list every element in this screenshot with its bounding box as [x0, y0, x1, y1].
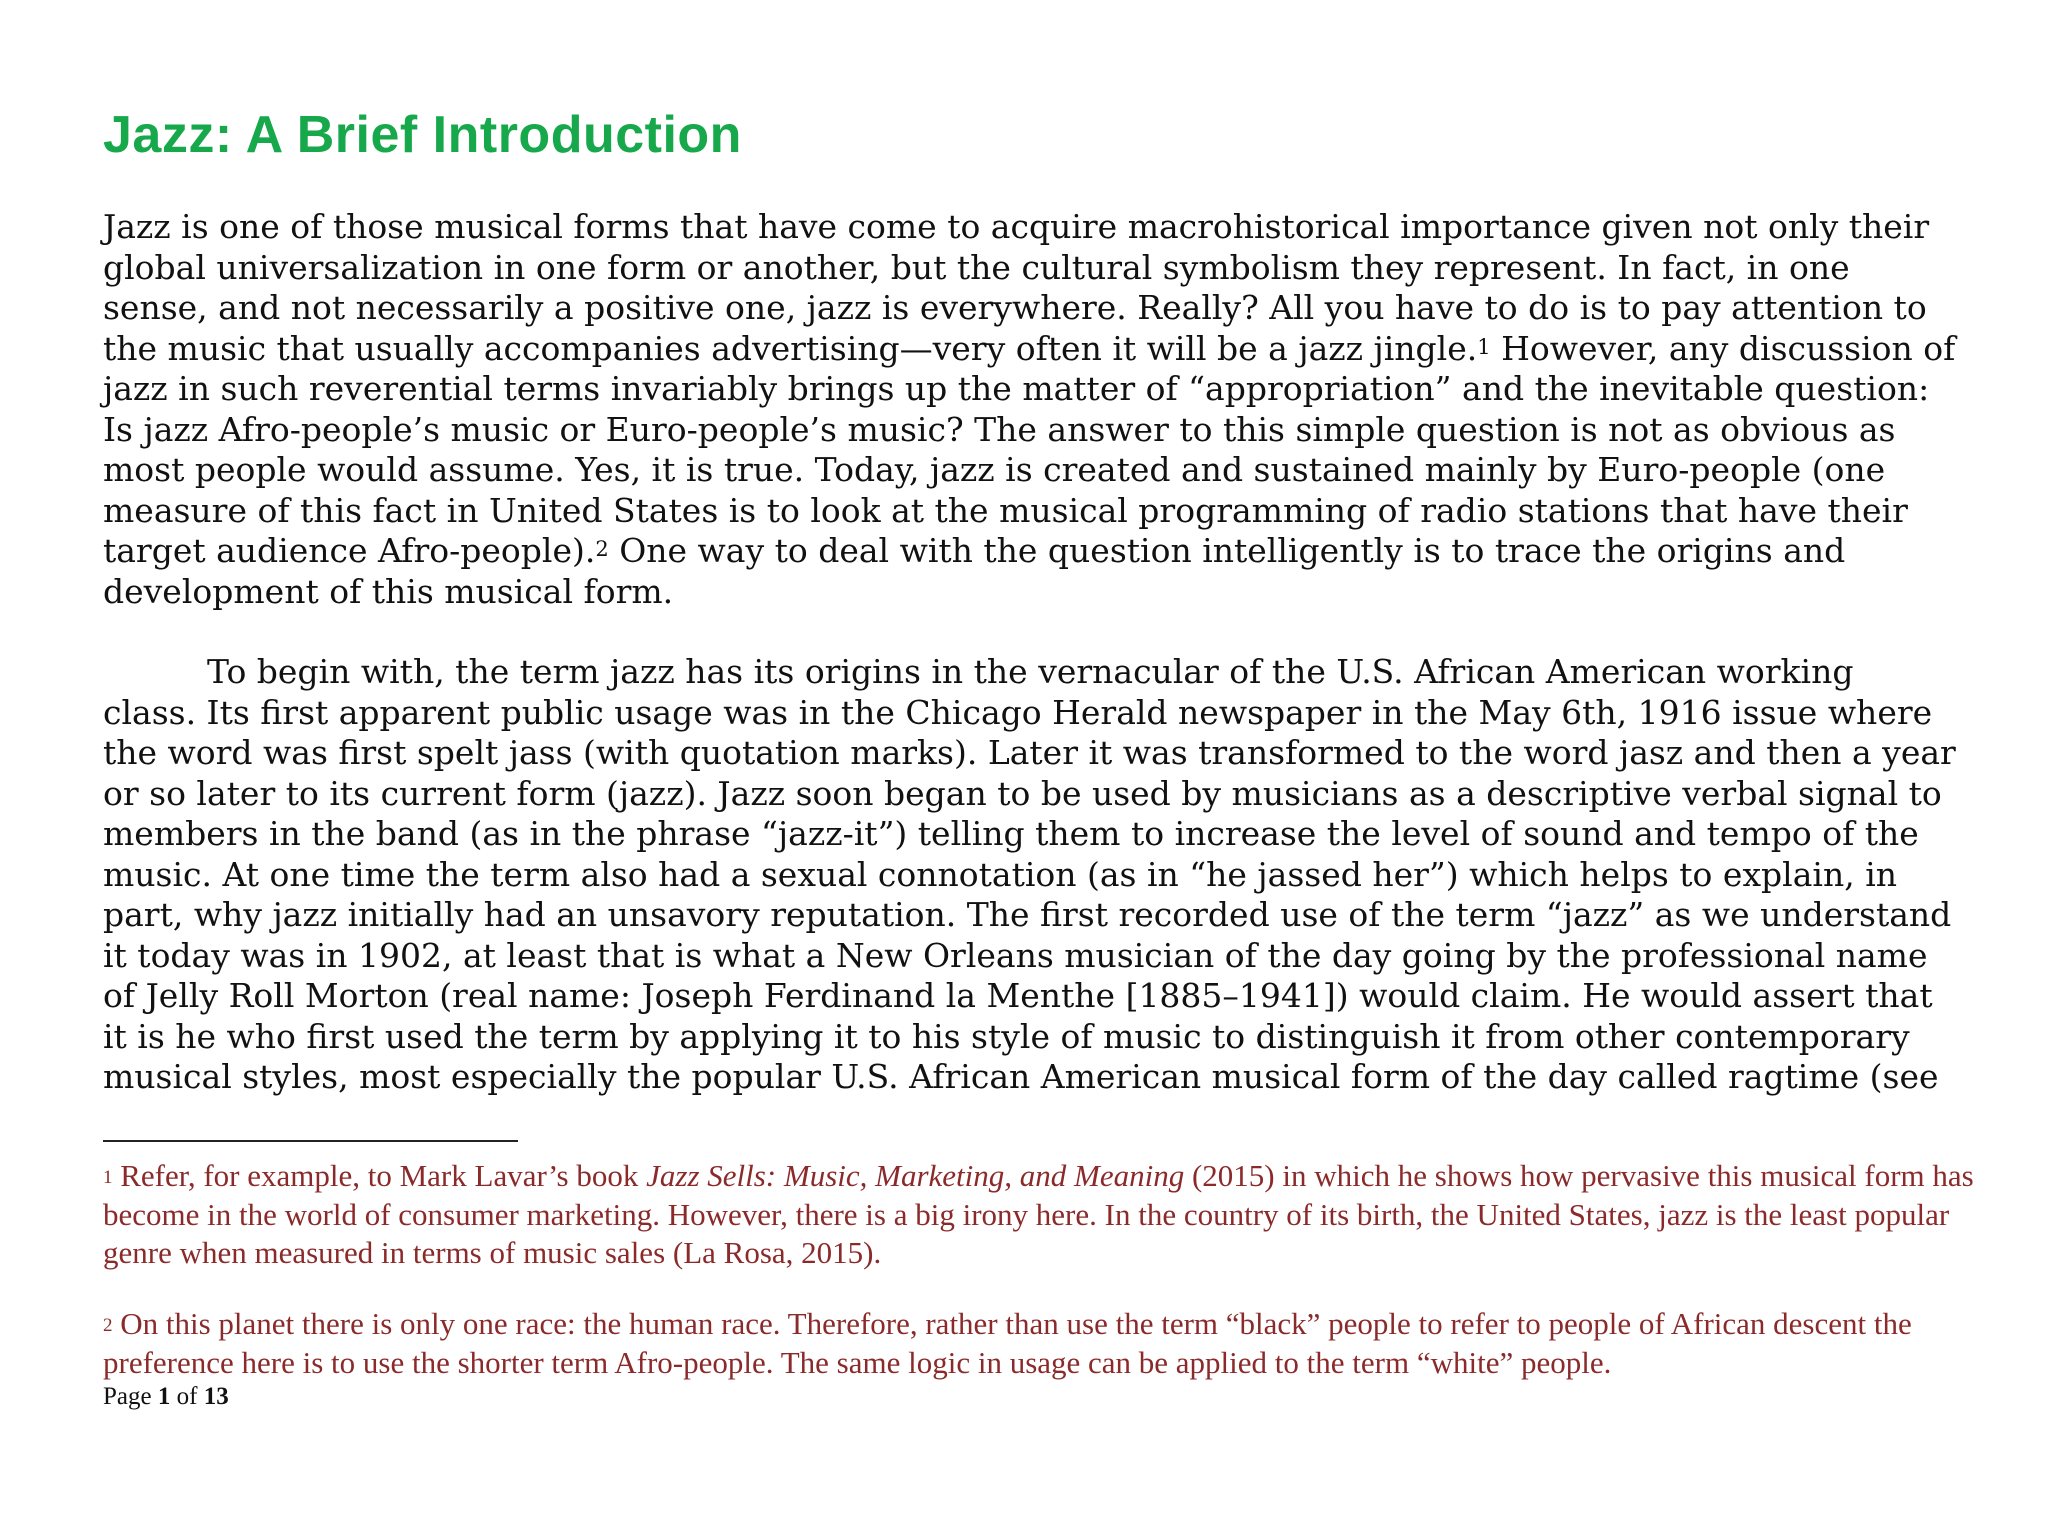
- paragraph-line: To begin with, the term jazz has its origins in the vernacular of the U.S. African American working: [207, 652, 1854, 691]
- paragraph-line: Is jazz Afro-people’s music or Euro-people’s music? The answer to this simple question is not as obvious as: [103, 409, 1896, 449]
- paragraph-line: music. At one time the term also had a sexual connotation (as in “he jassed her”) which helps to explain, in: [103, 854, 1898, 894]
- footnote-text: On this planet there is only one race: the human race. Therefore, rather than use the term “black” people to refer to people of African descent the: [112, 1306, 1912, 1341]
- line-text: target audience Afro-people).: [103, 531, 596, 570]
- footnote-line: preference here is to use the shorter term Afro-people. The same logic in usage can be applied to the term “white” people.: [103, 1344, 1612, 1380]
- page-title: Jazz: A Brief Introduction: [103, 106, 742, 164]
- page-separator: of: [170, 1383, 204, 1410]
- paragraph-line: the word was first spelt jass (with quotation marks). Later it was transformed to the word jasz and then a year: [103, 733, 1956, 772]
- page-prefix: Page: [103, 1383, 158, 1410]
- page-number: [103, 1380, 229, 1414]
- paragraph-line: of Jelly Roll Morton (real name: Joseph Ferdinand la Menthe [1885–1941]) would claim. He would assert that: [103, 976, 1933, 1015]
- footnote-separator: [103, 1140, 518, 1142]
- paragraph-line: development of this musical form.: [103, 571, 674, 611]
- paragraph-1: [103, 207, 1983, 612]
- footnote-line: [103, 1305, 1983, 1344]
- paragraph-line: [103, 531, 1983, 572]
- paragraph-line: measure of this fact in United States is to look at the musical programming of radio stations that have their: [103, 490, 1908, 530]
- paragraph-line: sense, and not necessarily a positive one, jazz is everywhere. Really? All you have to do is to pay attention to: [103, 288, 1927, 327]
- paragraph-2: [103, 652, 1983, 1098]
- paragraph-line: global universalization in one form or another, but the cultural symbolism they represent. In fact, in one: [103, 247, 1850, 287]
- line-text: One way to deal with the question intelligently is to trace the origins and: [608, 531, 1846, 570]
- paragraph-line: or so later to its current form (jazz). Jazz soon began to be used by musicians as a descriptive verbal signal to: [103, 773, 1942, 813]
- paragraph-line: Jazz is one of those musical forms that have come to acquire macrohistorical importance given not only their: [103, 207, 1930, 246]
- footnote-line: [103, 1157, 1983, 1196]
- footnote-marker: 1: [103, 1167, 113, 1188]
- footnote-line: genre when measured in terms of music sales (La Rosa, 2015).: [103, 1235, 882, 1270]
- footnote-reference-1[interactable]: 1: [1477, 334, 1491, 359]
- paragraph-line: musical styles, most especially the popular U.S. African American musical form of the day called ragtime (see: [103, 1057, 1939, 1096]
- current-page: 1: [157, 1383, 171, 1410]
- paragraph-line: members in the band (as in the phrase “jazz-it”) telling them to increase the level of sound and tempo of the: [103, 814, 1919, 853]
- footnote-reference-2[interactable]: 2: [595, 537, 609, 561]
- total-pages: 13: [203, 1383, 229, 1410]
- paragraph-line: jazz in such reverential terms invariably brings up the matter of “appropriation” and the inevitable question:: [103, 369, 1930, 408]
- paragraph-line: it today was in 1902, at least that is what a New Orleans musician of the day going by the professional name: [103, 935, 1928, 975]
- footnote-line: become in the world of consumer marketing. However, there is a big irony here. In the country of its birth, the United States, jazz is the least popular: [103, 1196, 1950, 1232]
- line-text: However, any discussion of: [1490, 328, 1956, 368]
- book-title: Jazz Sells: Music, Marketing, and Meaning: [646, 1158, 1185, 1193]
- footnote-marker: 2: [103, 1315, 113, 1336]
- footnote-2: [103, 1305, 1983, 1382]
- paragraph-line: part, why jazz initially had an unsavory reputation. The first recorded use of the term “jazz” as we understand: [103, 895, 1952, 934]
- paragraph-line: most people would assume. Yes, it is true. Today, jazz is created and sustained mainly by Euro-people (one: [103, 450, 1886, 489]
- line-text: the music that usually accompanies advertising—very often it will be a jazz jingle.: [103, 328, 1478, 368]
- footnote-text: (2015) in which he shows how pervasive this musical form has: [1184, 1158, 1974, 1193]
- footnote-text: Refer, for example, to Mark Lavar’s book: [112, 1158, 647, 1193]
- footnote-1: [103, 1157, 1983, 1273]
- paragraph-line: it is he who first used the term by applying it to his style of music to distinguish it from other contemporary: [103, 1016, 1910, 1056]
- paragraph-line: class. Its first apparent public usage was in the Chicago Herald newspaper in the May 6th, 1916 issue where: [103, 692, 1933, 732]
- paragraph-line: [103, 329, 1983, 370]
